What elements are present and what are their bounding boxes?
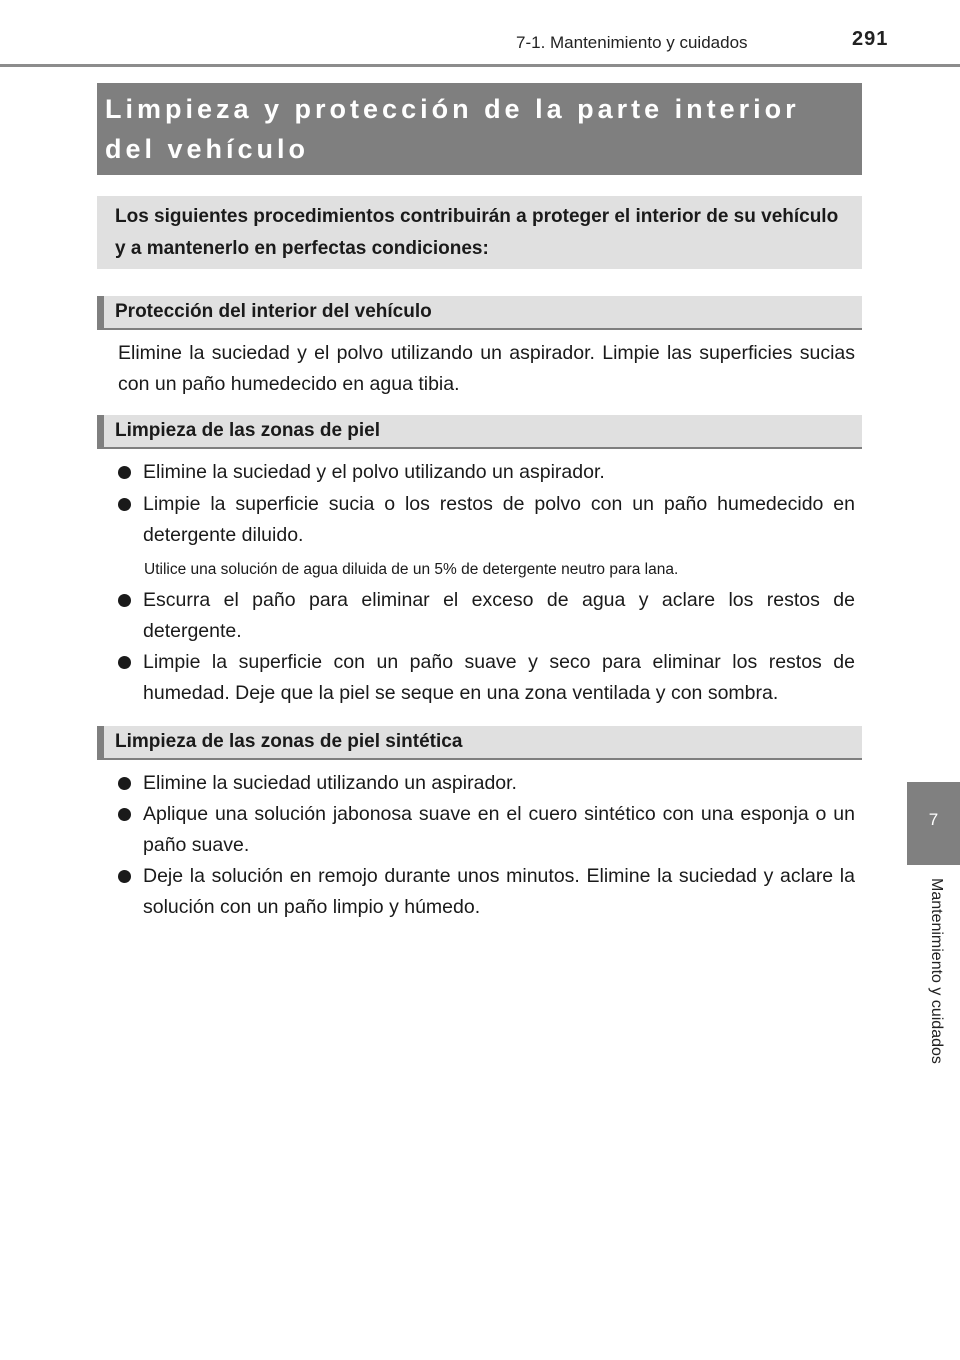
list-item-text: Limpie la superficie con un paño suave y seco para eliminar los restos de humedad. Deje que la piel se seque en una zona ventilada y con sombra. xyxy=(143,651,855,704)
section-heading-synthetic-leather xyxy=(97,726,862,760)
page-number: 291 xyxy=(852,28,889,50)
bullet-icon xyxy=(118,498,131,511)
chapter-label: Mantenimiento y cuidados xyxy=(928,878,945,1064)
intro-box xyxy=(97,196,862,269)
list-item xyxy=(118,861,855,923)
header-divider xyxy=(0,64,960,67)
bullet-icon xyxy=(118,594,131,607)
section-heading-interior-protection xyxy=(97,296,862,330)
list-item-text: Escurra el paño para eliminar el exceso de agua y aclare los restos de detergente. xyxy=(143,589,855,642)
running-header-section: 7-1. Mantenimiento y cuidados xyxy=(516,33,748,52)
list-item xyxy=(118,457,855,488)
list-item xyxy=(118,799,855,861)
list-item xyxy=(118,489,855,551)
section-heading-label: Protección del interior del vehículo xyxy=(115,301,432,322)
list-item-text: Elimine la suciedad utilizando un aspirador. xyxy=(143,772,517,794)
section-heading-label: Limpieza de las zonas de piel xyxy=(115,420,381,441)
list-item xyxy=(118,768,855,799)
page-title: Limpieza y protección de la parte interior del vehículo xyxy=(105,94,800,164)
list-item-text: Deje la solución en remojo durante unos minutos. Elimine la suciedad y aclare la solución con un paño limpio y húmedo. xyxy=(143,865,855,918)
list-item-text: Elimine la suciedad y el polvo utilizando un aspirador. xyxy=(143,461,605,483)
list-item xyxy=(118,647,855,709)
intro-text: Los siguientes procedimientos contribuirán a proteger el interior de su vehículo y a mantenerlo en perfectas condiciones: xyxy=(115,206,839,259)
section-heading-leather xyxy=(97,415,862,449)
section-paragraph: Elimine la suciedad y el polvo utilizando un aspirador. Limpie las superficies sucias con un paño humedecido en agua tibia. xyxy=(118,342,855,395)
bullet-icon xyxy=(118,870,131,883)
bullet-icon xyxy=(118,808,131,821)
title-banner xyxy=(97,83,862,175)
note-text: Utilice una solución de agua diluida de un 5% de detergente neutro para lana. xyxy=(144,561,679,578)
bullet-icon xyxy=(118,777,131,790)
list-item xyxy=(118,585,855,647)
list-item-text: Aplique una solución jabonosa suave en el cuero sintético con una esponja o un paño suave. xyxy=(143,803,855,856)
bullet-icon xyxy=(118,466,131,479)
section-heading-label: Limpieza de las zonas de piel sintética xyxy=(115,731,463,752)
bullet-icon xyxy=(118,656,131,669)
list-item-text: Limpie la superficie sucia o los restos de polvo con un paño humedecido en detergente diluido. xyxy=(143,493,855,546)
chapter-number: 7 xyxy=(928,810,939,829)
chapter-tab xyxy=(907,782,960,865)
